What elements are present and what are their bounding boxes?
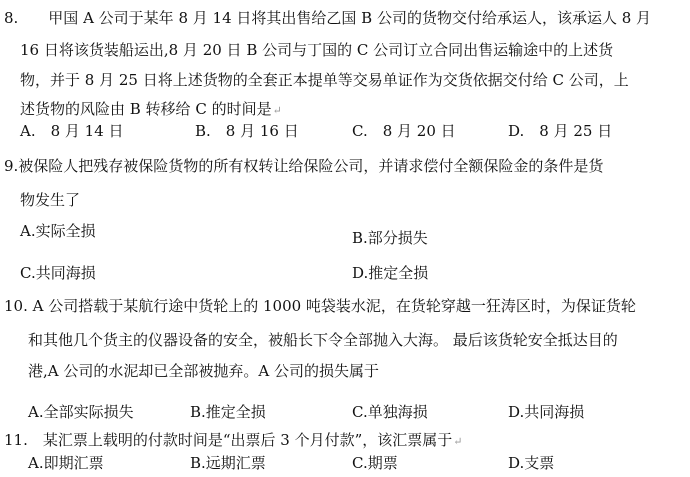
question-9-option-a: A.实际全损 bbox=[20, 222, 96, 240]
question-8-line-1: 8. 甲国 A 公司于某年 8 月 14 日将其出售给乙国 B 公司的货物交付给承运人，该承运人 8 月 bbox=[4, 9, 652, 27]
question-9-option-d: D.推定全损 bbox=[352, 264, 429, 282]
question-10-line-3: 港,A 公司的水泥却已全部被抛弃。A 公司的损失属于 bbox=[28, 362, 379, 380]
question-8-option-b: B. 8 月 16 日 bbox=[195, 122, 299, 140]
question-8-option-d: D. 8 月 25 日 bbox=[508, 122, 613, 140]
question-11-option-d: D.支票 bbox=[508, 454, 555, 472]
question-10-line-2: 和其他几个货主的仪器设备的安全，被船长下令全部抛入大海。 最后该货轮安全抵达目的 bbox=[28, 331, 618, 349]
question-10-option-b: B.推定全损 bbox=[190, 403, 266, 421]
question-9-line-1: 9.被保险人把残存被保险货物的所有权转让给保险公司，并请求偿付全额保险金的条件是货 bbox=[4, 157, 604, 175]
question-8-option-a: A. 8 月 14 日 bbox=[20, 122, 124, 140]
question-10-option-a: A.全部实际损失 bbox=[28, 403, 134, 421]
question-11-option-a: A.即期汇票 bbox=[28, 454, 104, 472]
question-9-option-b: B.部分损失 bbox=[352, 229, 428, 247]
question-10-line-1: 10. A 公司搭载于某航行途中货轮上的 1000 吨袋装水泥，在货轮穿越一狂涛区时，为保证货轮 bbox=[4, 297, 636, 315]
question-8-line-4: 述货物的风险由 B 转移给 C 的时间是↵ bbox=[20, 100, 282, 118]
question-9-option-c: C.共同海损 bbox=[20, 264, 96, 282]
question-8-line-2: 16 日将该货装船运出,8 月 20 日 B 公司与丁国的 C 公司订立合同出售运输途中的上述货 bbox=[20, 41, 614, 59]
paragraph-return-mark: ↵ bbox=[453, 435, 463, 448]
question-10-option-d: D.共同海损 bbox=[508, 403, 585, 421]
question-9-line-2: 物发生了 bbox=[20, 191, 81, 209]
question-11-option-b: B.远期汇票 bbox=[190, 454, 266, 472]
question-11-option-c: C.期票 bbox=[352, 454, 398, 472]
paragraph-return-mark: ↵ bbox=[272, 104, 282, 117]
question-11-line-1: 11. 某汇票上载明的付款时间是“出票后 3 个月付款”，该汇票属于↵ bbox=[4, 431, 463, 449]
question-8-line-3: 物，并于 8 月 25 日将上述货物的全套正本提单等交易单证作为交货依据交付给 C 公司，上 bbox=[20, 71, 629, 89]
question-10-option-c: C.单独海损 bbox=[352, 403, 428, 421]
question-8-option-c: C. 8 月 20 日 bbox=[352, 122, 456, 140]
